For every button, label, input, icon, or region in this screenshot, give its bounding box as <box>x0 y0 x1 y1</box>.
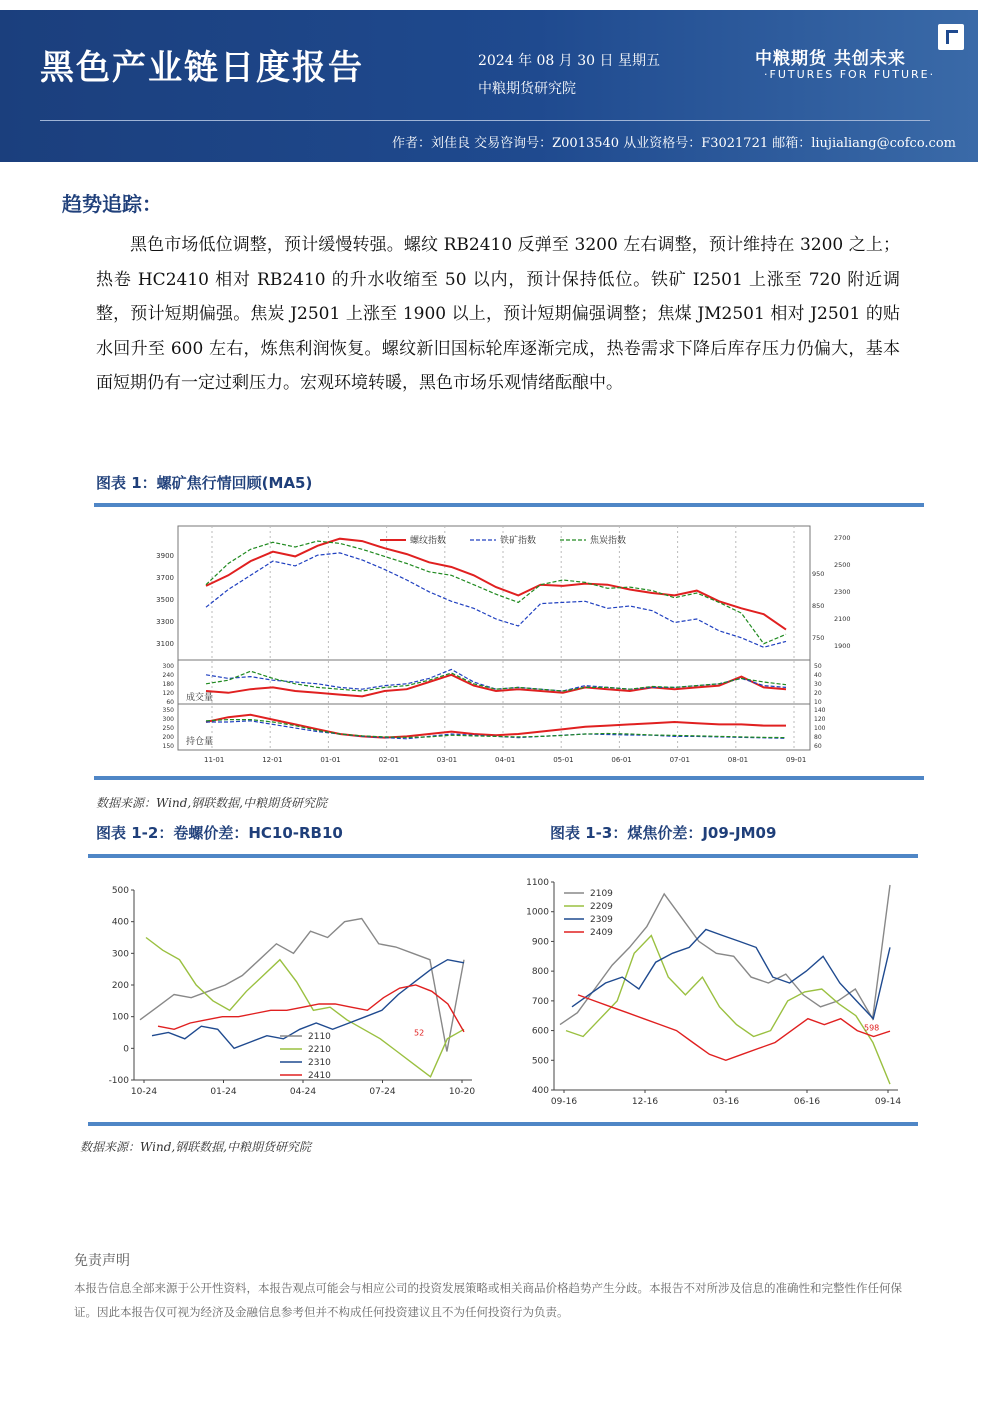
y-tick-label: 1100 <box>526 878 549 888</box>
report-title: 黑色产业链日度报告 <box>40 48 364 88</box>
y-tick-label: 3700 <box>156 574 174 582</box>
x-tick-label: 10-24 <box>130 1087 158 1097</box>
series-line-0 <box>206 539 786 630</box>
figure-3-caption: 图表 1-3：煤焦价差：J09-JM09 <box>550 824 777 842</box>
volume-tick-label: 120 <box>162 690 174 697</box>
y-tick-label: 1000 <box>526 907 549 918</box>
y-tick-label: 0 <box>123 1044 129 1055</box>
y-right2-tick-label: 1900 <box>834 642 851 650</box>
oi-right-tick-label: 80 <box>814 734 822 741</box>
brand-name: 中粮期货 共创未来 <box>755 49 906 69</box>
x-tick-label: 09-01 <box>786 756 807 764</box>
author-line: 作者：刘佳良 交易咨询号：Z0013540 从业资格号：F3021721 邮箱：liujialiang@cofco.com <box>392 136 956 151</box>
volume-line-0 <box>206 675 786 697</box>
volume-tick-label: 60 <box>166 699 174 706</box>
x-tick-label: 03-16 <box>712 1097 740 1107</box>
logo-icon <box>938 24 964 50</box>
y-tick-label: 800 <box>531 967 549 978</box>
volume-tick-label: 180 <box>162 681 174 688</box>
legend-label-2: 焦炭指数 <box>590 536 627 546</box>
volume-tick-label: 300 <box>162 663 174 670</box>
x-tick-label: 03-01 <box>436 756 458 764</box>
x-tick-label: 12-01 <box>262 756 283 764</box>
y-right2-tick-label: 2700 <box>834 534 851 542</box>
trend-paragraph: 黑色市场低位调整，预计缓慢转强。螺纹 RB2410 反弹至 3200 左右调整，预计维持在 3200 之上；热卷 HC2410 相对 RB2410 的升水收缩至 50 以内，预计保持低位。铁矿 I2501 上涨至 720 附近调整，预计短期偏强。焦炭 J2501 上涨至 1900 以上，预计短期偏强调整；焦煤 JM2501 相对 J2501 的贴水回升至 600 左右，炼焦利润恢复。螺纹新旧国标轮库逐渐完成，热卷需求下降后库存压力仍偏大，基本面短期仍有一定过剩压力。宏观环境转暖，黑色市场乐观情绪酝酿中。 <box>96 235 900 393</box>
disclaimer-title: 免责声明 <box>74 1253 130 1269</box>
y-right-tick-label: 750 <box>812 634 825 642</box>
oi-tick-label: 250 <box>162 725 174 732</box>
y-tick-label: 200 <box>111 981 129 991</box>
market-review-chart <box>150 518 851 768</box>
oi-tick-label: 200 <box>162 734 174 741</box>
x-tick-label: 01-01 <box>320 756 341 764</box>
oi-right-tick-label: 100 <box>814 725 826 732</box>
y-tick-label: 300 <box>111 949 129 960</box>
x-tick-label: 08-01 <box>727 756 749 764</box>
oi-tick-label: 350 <box>162 707 174 714</box>
disclaimer-text: 本报告信息全部来源于公开性资料，本报告观点可能会与相应公司的投资发展策略或相关商品价格趋势产生分歧。本报告不对所涉及信息的准确性和完整性作任何保证。因此本报告仅可视为经济及金融信息参考但并不构成任何投资建议且不为任何投资行为负责。 <box>74 1281 902 1319</box>
report-date: 2024 年 08 月 30 日 星期五 <box>478 53 660 69</box>
y-right2-tick-label: 2300 <box>834 588 851 596</box>
series-line-2409 <box>578 995 890 1060</box>
oi-right-tick-label: 60 <box>814 743 822 750</box>
last-value-label: 598 <box>864 1023 880 1033</box>
j-jm-spread-chart <box>520 872 910 1108</box>
oi-tick-label: 150 <box>162 743 174 750</box>
oi-panel-label: 持仓量 <box>186 737 214 747</box>
brand-slogan: ·FUTURES FOR FUTURE· <box>764 68 936 81</box>
legend-label-2410: 2410 <box>308 1071 331 1081</box>
legend-label-2110: 2110 <box>308 1032 331 1042</box>
series-line-1 <box>206 553 786 647</box>
x-tick-label: 07-24 <box>369 1087 396 1097</box>
y-right-tick-label: 850 <box>812 602 825 610</box>
figure-2-3-source: 数据来源：Wind,钢联数据,中粮期货研究院 <box>80 1140 312 1154</box>
x-tick-label: 09-16 <box>550 1097 578 1107</box>
series-line-2309 <box>572 930 890 1019</box>
oi-right-tick-label: 140 <box>814 707 826 714</box>
volume-right-tick-label: 50 <box>814 663 822 670</box>
y-tick-label: 700 <box>531 996 549 1007</box>
y-tick-label: 3100 <box>156 640 174 648</box>
x-tick-label: 10-20 <box>448 1087 476 1097</box>
plot-frame <box>178 526 810 750</box>
y-right2-tick-label: 2500 <box>834 561 851 569</box>
oi-tick-label: 300 <box>162 716 174 723</box>
y-tick-label: 100 <box>111 1012 129 1023</box>
y-tick-label: 500 <box>111 886 129 896</box>
x-tick-label: 04-24 <box>289 1087 317 1097</box>
y-tick-label: 400 <box>531 1086 549 1096</box>
y-tick-label: 600 <box>531 1026 549 1037</box>
legend-label-0: 螺纹指数 <box>410 536 447 546</box>
volume-right-tick-label: 30 <box>814 681 822 688</box>
x-tick-label: 06-01 <box>611 756 632 764</box>
y-tick-label: 3900 <box>156 552 174 560</box>
volume-right-tick-label: 20 <box>814 690 822 697</box>
volume-tick-label: 240 <box>162 672 174 679</box>
report-header <box>0 10 978 162</box>
legend-label-2210: 2210 <box>308 1045 331 1055</box>
x-tick-label: 05-01 <box>553 756 574 764</box>
y-right-tick-label: 950 <box>812 570 825 578</box>
legend-label-2409: 2409 <box>590 928 613 938</box>
y-tick-label: 500 <box>531 1056 549 1067</box>
series-line-2209 <box>566 936 890 1085</box>
x-tick-label: 09-14 <box>874 1097 902 1107</box>
x-tick-label: 11-01 <box>204 756 225 764</box>
oi-right-tick-label: 120 <box>814 716 826 723</box>
figure-2-3-top-rule <box>88 854 918 858</box>
x-tick-label: 07-01 <box>669 756 690 764</box>
x-tick-label: 04-01 <box>495 756 516 764</box>
figure-2-caption: 图表 1-2：卷螺价差：HC10-RB10 <box>96 824 343 842</box>
section-title: 趋势追踪： <box>62 192 162 216</box>
volume-right-tick-label: 40 <box>814 672 822 679</box>
x-tick-label: 06-16 <box>793 1097 821 1107</box>
volume-panel-label: 成交量 <box>186 693 214 703</box>
figure-1-top-rule <box>94 503 924 507</box>
x-tick-label: 01-24 <box>210 1087 237 1097</box>
oi-line-0 <box>206 715 786 738</box>
x-tick-label: 02-01 <box>378 756 399 764</box>
legend-label-2309: 2309 <box>590 915 613 925</box>
y-right2-tick-label: 2100 <box>834 615 851 623</box>
y-tick-label: 3300 <box>156 618 174 626</box>
header-divider <box>40 120 930 121</box>
legend-label-1: 铁矿指数 <box>500 536 537 546</box>
x-tick-label: 12-16 <box>631 1097 659 1107</box>
volume-right-tick-label: 10 <box>814 699 822 706</box>
figure-1-caption: 图表 1：螺矿焦行情回顾(MA5) <box>96 474 313 492</box>
y-tick-label: -100 <box>108 1076 129 1086</box>
y-tick-label: 900 <box>531 937 549 948</box>
figure-1-bottom-rule <box>94 776 924 780</box>
last-value-label: 52 <box>414 1028 425 1038</box>
hc-rb-spread-chart <box>96 880 486 1110</box>
figure-2-3-bottom-rule <box>88 1122 918 1126</box>
legend-label-2310: 2310 <box>308 1058 331 1068</box>
y-tick-label: 400 <box>111 917 129 928</box>
legend-label-2109: 2109 <box>590 889 613 899</box>
report-organization: 中粮期货研究院 <box>478 81 576 97</box>
figure-1-source: 数据来源：Wind,钢联数据,中粮期货研究院 <box>96 796 328 810</box>
legend-label-2209: 2209 <box>590 902 613 912</box>
y-tick-label: 3500 <box>156 596 174 604</box>
